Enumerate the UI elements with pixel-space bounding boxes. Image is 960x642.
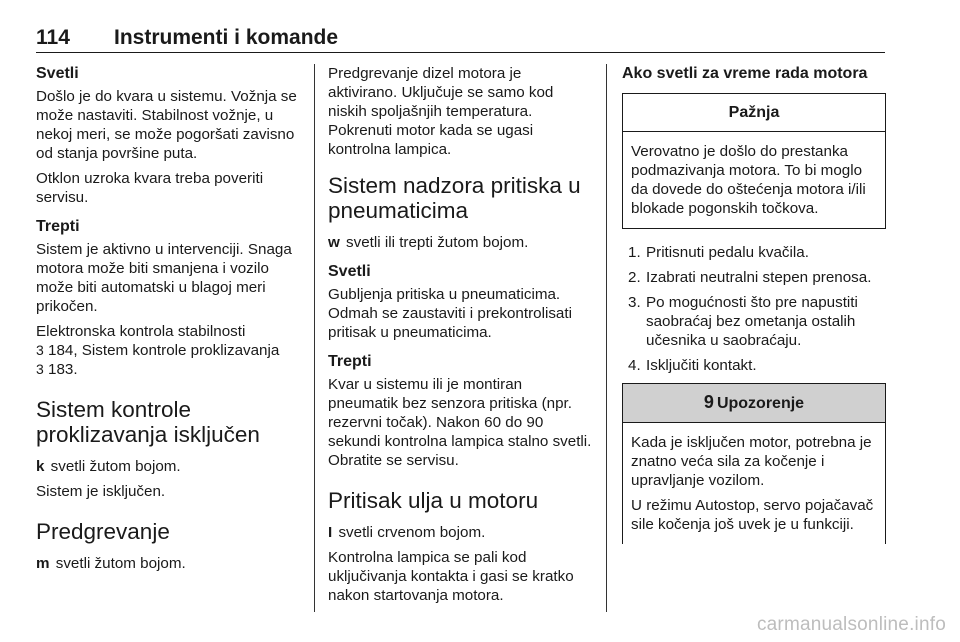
- tire-pressure-icon: w: [328, 234, 340, 251]
- step-number: 4.: [628, 357, 641, 374]
- paragraph: U režimu Autostop, servo pojačavač sile kočenja još uvek je u funkciji.: [631, 497, 874, 533]
- list-item: [622, 356, 886, 375]
- column-1: [36, 64, 302, 579]
- warning-title-text: Upozorenje: [716, 395, 805, 412]
- section-heading: Trepti: [328, 353, 372, 370]
- paragraph: [328, 233, 593, 252]
- traction-off-icon: k: [36, 458, 45, 475]
- step-text: Pritisnuti pedalu kvačila.: [646, 244, 809, 261]
- paragraph: [36, 322, 302, 379]
- notice-box: [622, 93, 886, 229]
- paragraph: [328, 523, 593, 542]
- notice-title: Pažnja: [623, 94, 885, 132]
- column-divider-1: [314, 64, 315, 612]
- paragraph: Došlo je do kvara u sistemu. Vožnja se može nastaviti. Stabilnost vožnje, u nekoj meri, se može pogoršati zavisno od stanja površine puta.: [36, 88, 297, 162]
- paragraph: Sistem je isključen.: [36, 483, 166, 500]
- paragraph: Kvar u sistemu ili je montiran pneumatik bez senzora pritiska (npr. rezervni točak). Nakon 60 do 90 sekundi kontrolna lampica stalno svetli. Obratite se servisu.: [328, 376, 592, 469]
- page-header: [36, 22, 885, 53]
- section-heading: Trepti: [36, 218, 80, 235]
- page-title: Instrumenti i komande: [114, 26, 339, 49]
- list-item: [622, 293, 886, 350]
- step-text: Po mogućnosti što pre napustiti saobraćaj bez ometanja ostalih učesnika u saobraćaju.: [646, 294, 858, 349]
- step-text: Isključiti kontakt.: [646, 357, 757, 374]
- paragraph: Otklon uzroka kvara treba poveriti servisu.: [36, 170, 264, 206]
- list-item: [622, 243, 886, 262]
- steps-list: [622, 243, 886, 375]
- paragraph-text: 184, Sistem kontrole proklizavanja: [43, 342, 280, 359]
- paragraph-text: svetli ili trepti žutom bojom.: [341, 234, 529, 251]
- paragraph-text: svetli žutom bojom.: [51, 555, 186, 572]
- page-ref-icon: 3: [36, 361, 44, 377]
- step-number: 2.: [628, 269, 641, 286]
- page-number: 114: [36, 26, 70, 49]
- paragraph: Kada je isključen motor, potrebna je znatno veća sila za kočenje i upravljanje vozilom.: [631, 434, 872, 489]
- section-heading: Svetli: [36, 65, 79, 82]
- section-title: Predgrevanje: [36, 519, 170, 544]
- paragraph: [36, 457, 302, 476]
- step-text: Izabrati neutralni stepen prenosa.: [646, 269, 872, 286]
- warning-box: [622, 383, 886, 544]
- section-title: Pritisak ulja u motoru: [328, 488, 539, 513]
- paragraph: Gubljenja pritiska u pneumaticima. Odmah se zaustaviti i prekontrolisati pritisak u pneumaticima.: [328, 286, 572, 341]
- step-number: 3.: [628, 294, 641, 311]
- paragraph: Kontrolna lampica se pali kod uključivanja kontakta i gasi se kratko nakon startovanja motora.: [328, 549, 574, 604]
- page-ref-icon: 3: [36, 342, 44, 358]
- list-item: [622, 268, 886, 287]
- column-2: [328, 64, 593, 611]
- paragraph-text: svetli crvenom bojom.: [334, 524, 486, 541]
- section-title: Sistem nadzora pritiska u pneumaticima: [328, 173, 581, 223]
- paragraph-text: 183.: [43, 361, 78, 378]
- section-heading: Svetli: [328, 263, 371, 280]
- oil-pressure-icon: I: [328, 524, 333, 541]
- watermark: carmanualsonline.info: [756, 614, 946, 635]
- paragraph: [36, 554, 302, 573]
- section-heading: Ako svetli za vreme rada motora: [622, 65, 868, 82]
- column-divider-2: [606, 64, 607, 612]
- paragraph-text: Elektronska kontrola stabilnosti: [36, 323, 246, 340]
- warning-body: [623, 423, 885, 544]
- paragraph: Predgrevanje dizel motora je aktivirano. Uključuje se samo kod niskih spoljašnjih temperatura. Pokrenuti motor kada se ugasi kontrolna lampica.: [328, 65, 554, 158]
- column-3: [622, 64, 886, 544]
- warning-triangle-icon: 9: [703, 392, 714, 412]
- step-number: 1.: [628, 244, 641, 261]
- notice-body: [623, 132, 885, 228]
- warning-title: [623, 384, 885, 423]
- paragraph-text: svetli žutom bojom.: [46, 458, 181, 475]
- paragraph: Verovatno je došlo do prestanka podmazivanja motora. To bi moglo da dovede do oštećenja motora i/ili blokade pogonskih točkova.: [631, 143, 866, 217]
- section-title: Sistem kontrole proklizavanja isključen: [36, 397, 260, 447]
- glow-plug-icon: m: [36, 555, 50, 572]
- paragraph: Sistem je aktivno u intervenciji. Snaga motora može biti smanjena i vozilo može biti automatski u blagoj meri prikočen.: [36, 241, 292, 315]
